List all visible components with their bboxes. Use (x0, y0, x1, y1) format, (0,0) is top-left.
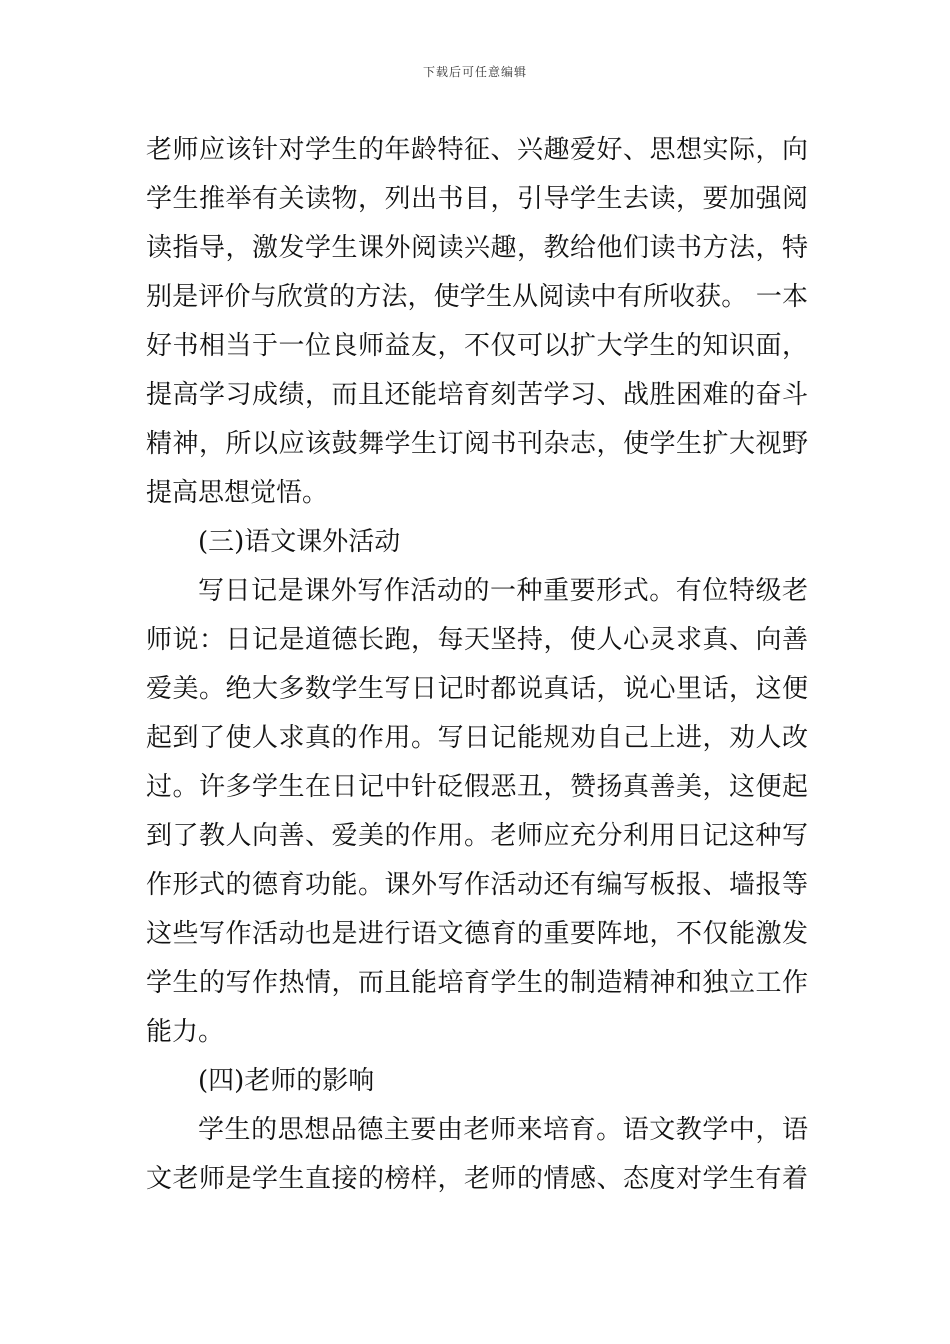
text-line: 提高学习成绩，而且还能培育刻苦学习、战胜困难的奋斗 (146, 380, 808, 410)
text-line: 学生的思想品德主要由老师来培育。语文教学中，语 (198, 1115, 808, 1145)
text-line: 文老师是学生直接的榜样，老师的情感、态度对学生有着 (146, 1164, 808, 1194)
text-line: 这些写作活动也是进行语文德育的重要阵地，不仅能激发 (146, 919, 808, 949)
text-line: 能力。 (146, 1017, 225, 1047)
text-line: 提高思想觉悟。 (146, 478, 329, 508)
text-line: 作形式的德育功能。课外写作活动还有编写板报、墙报等 (146, 870, 808, 900)
text-line: 好书相当于一位良师益友，不仅可以扩大学生的知识面， (146, 331, 808, 361)
text-line: 别是评价与欣赏的方法，使学生从阅读中有所收获。 一本 (146, 282, 808, 312)
text-line: 学生推举有关读物，列出书目，引导学生去读，要加强阅 (146, 184, 808, 214)
text-line: 师说：日记是道德长跑，每天坚持，使人心灵求真、向善 (146, 625, 808, 655)
page-header: 下载后可任意编辑 (422, 65, 527, 79)
text-line: 读指导，激发学生课外阅读兴趣，教给他们读书方法，特 (146, 233, 808, 263)
text-line: 老师应该针对学生的年龄特征、兴趣爱好、思想实际，向 (146, 135, 808, 165)
text-line: 爱美。绝大多数学生写日记时都说真话，说心里话，这便 (146, 674, 808, 704)
section-heading: (四)老师的影响 (198, 1066, 375, 1096)
text-line: 起到了使人求真的作用。写日记能规劝自己上进，劝人改 (146, 723, 808, 753)
text-line: 精神，所以应该鼓舞学生订阅书刊杂志，使学生扩大视野 (146, 429, 808, 459)
text-line: 写日记是课外写作活动的一种重要形式。有位特级老 (198, 576, 808, 606)
text-line: 过。许多学生在日记中针砭假恶丑，赞扬真善美，这便起 (146, 772, 808, 802)
document-body (146, 126, 808, 1204)
text-line: 到了教人向善、爱美的作用。老师应充分利用日记这种写 (146, 821, 808, 851)
section-heading: (三)语文课外活动 (198, 527, 401, 557)
text-line: 学生的写作热情，而且能培育学生的制造精神和独立工作 (146, 968, 808, 998)
